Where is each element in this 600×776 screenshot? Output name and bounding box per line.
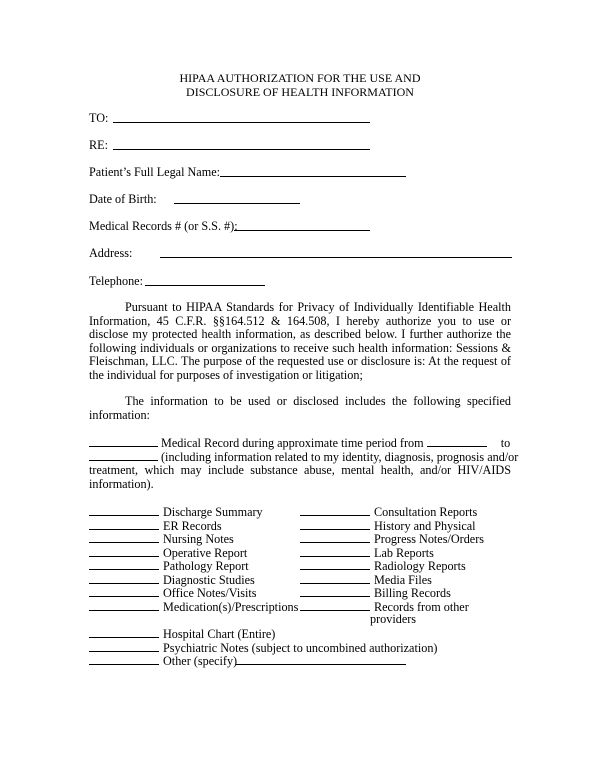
dob-field[interactable] <box>174 203 300 204</box>
medical-record-label: Medical Record during approximate time period from <box>161 436 424 450</box>
medical-record-line-2-text: (including information related to my identity, diagnosis, prognosis and/or <box>161 450 519 464</box>
medical-records-label: Medical Records # (or S.S. #): <box>89 219 238 233</box>
left-record-item[interactable] <box>89 504 263 518</box>
medical-record-line-1 <box>89 435 510 450</box>
left-record-item-label: Pathology Report <box>163 559 249 573</box>
left-record-checkbox-blank[interactable] <box>89 585 159 597</box>
left-record-item[interactable] <box>89 572 255 586</box>
left-record-checkbox-blank[interactable] <box>89 558 159 570</box>
date-to-label: to <box>500 436 511 450</box>
left-record-item-label: Nursing Notes <box>163 532 234 546</box>
bottom-record-checkbox-blank[interactable] <box>89 653 159 665</box>
bottom-record-item-label: Psychiatric Notes (subject to uncombined authorization) <box>163 640 438 655</box>
left-record-checkbox-blank[interactable] <box>89 545 159 557</box>
right-record-checkbox-blank[interactable] <box>300 585 370 597</box>
left-record-item-label: Discharge Summary <box>163 505 263 519</box>
right-record-checkbox-blank[interactable] <box>300 599 370 611</box>
left-record-item[interactable] <box>89 558 249 572</box>
right-record-item-label: Radiology Reports <box>374 559 466 573</box>
to-field[interactable] <box>113 122 370 123</box>
left-record-item[interactable] <box>89 545 247 559</box>
form-title-line-1: HIPAA AUTHORIZATION FOR THE USE AND <box>179 71 421 85</box>
right-record-checkbox-blank[interactable] <box>300 518 370 530</box>
right-record-checkbox-blank[interactable] <box>300 504 370 516</box>
address-label: Address: <box>89 246 133 260</box>
right-record-item[interactable] <box>300 599 469 613</box>
left-record-item-label: Operative Report <box>163 545 248 560</box>
address-field[interactable] <box>160 257 512 258</box>
re-label: RE: <box>89 138 108 152</box>
left-record-item[interactable] <box>89 518 222 532</box>
right-record-item-label: Media Files <box>374 572 432 587</box>
bottom-record-checkbox-blank[interactable] <box>89 626 159 638</box>
right-record-item-label: Consultation Reports <box>374 505 478 519</box>
patient-name-field[interactable] <box>220 176 406 177</box>
bottom-record-item[interactable] <box>89 626 275 640</box>
right-record-item[interactable] <box>300 545 434 559</box>
right-record-item[interactable] <box>300 518 476 532</box>
left-record-checkbox-blank[interactable] <box>89 518 159 530</box>
telephone-label: Telephone: <box>89 274 143 288</box>
left-record-checkbox-blank[interactable] <box>89 504 159 516</box>
right-record-item[interactable] <box>300 585 451 599</box>
left-record-item-label: Office Notes/Visits <box>163 586 257 600</box>
right-record-item-label: Records from other <box>374 599 469 614</box>
medical-record-line-3: treatment, which may include substance abuse, mental health, and/or HIV/AIDS <box>89 463 511 477</box>
authorization-paragraph: Pursuant to HIPAA Standards for Privacy of Individually Identifiable Health Information, 45 C.F.R. §§164.512 & 164.508, I hereby authorize you to use or disclose my protected health information, as described below. I further authorize the following individuals or organizations to receive such health information: Sessions & Fleischman, LLC. The purpose of the requested use or disclosure is: At the request of the individual for purposes of investigation or litigation; <box>89 300 511 382</box>
right-record-item[interactable] <box>300 504 477 518</box>
records-from-other-continuation: providers <box>370 612 417 626</box>
form-title-line-2: DISCLOSURE OF HEALTH INFORMATION <box>186 85 414 99</box>
medical-records-field[interactable] <box>234 230 370 231</box>
date-from-field[interactable] <box>427 435 487 447</box>
specified-information-paragraph: The information to be used or disclosed includes the following specified information: <box>89 394 511 422</box>
left-record-checkbox-blank[interactable] <box>89 599 159 611</box>
left-record-item-label: Medication(s)/Prescriptions <box>163 599 299 614</box>
bottom-record-checkbox-blank[interactable] <box>89 640 159 652</box>
left-record-item[interactable] <box>89 531 234 545</box>
patient-name-label: Patient’s Full Legal Name: <box>89 165 220 179</box>
bottom-record-item[interactable] <box>89 653 237 667</box>
left-record-item[interactable] <box>89 585 256 599</box>
right-record-item[interactable] <box>300 531 484 545</box>
left-record-checkbox-blank[interactable] <box>89 531 159 543</box>
right-record-item-label: Progress Notes/Orders <box>374 532 485 546</box>
medical-record-line-2 <box>89 449 518 464</box>
to-label: TO: <box>89 111 109 125</box>
right-record-item-label: Lab Reports <box>374 545 434 560</box>
re-field[interactable] <box>113 149 370 150</box>
right-record-item[interactable] <box>300 572 432 586</box>
left-record-item[interactable] <box>89 599 298 613</box>
right-record-checkbox-blank[interactable] <box>300 558 370 570</box>
right-record-item-label: Billing Records <box>374 586 451 600</box>
bottom-record-item-label: Hospital Chart (Entire) <box>163 627 276 641</box>
date-to-field[interactable] <box>89 449 158 461</box>
right-record-checkbox-blank[interactable] <box>300 531 370 543</box>
other-specify-field[interactable] <box>236 664 406 665</box>
left-record-item-label: Diagnostic Studies <box>163 572 255 587</box>
medical-record-checkbox-blank[interactable] <box>89 435 158 447</box>
bottom-record-item-label: Other (specify) <box>163 654 238 668</box>
bottom-record-item[interactable] <box>89 640 438 654</box>
right-record-item-label: History and Physical <box>374 518 476 533</box>
right-record-checkbox-blank[interactable] <box>300 572 370 584</box>
left-record-checkbox-blank[interactable] <box>89 572 159 584</box>
telephone-field[interactable] <box>145 285 265 286</box>
right-record-item[interactable] <box>300 558 466 572</box>
right-record-checkbox-blank[interactable] <box>300 545 370 557</box>
dob-label: Date of Birth: <box>89 192 157 206</box>
left-record-item-label: ER Records <box>163 518 222 533</box>
medical-record-line-4: information). <box>89 477 154 491</box>
